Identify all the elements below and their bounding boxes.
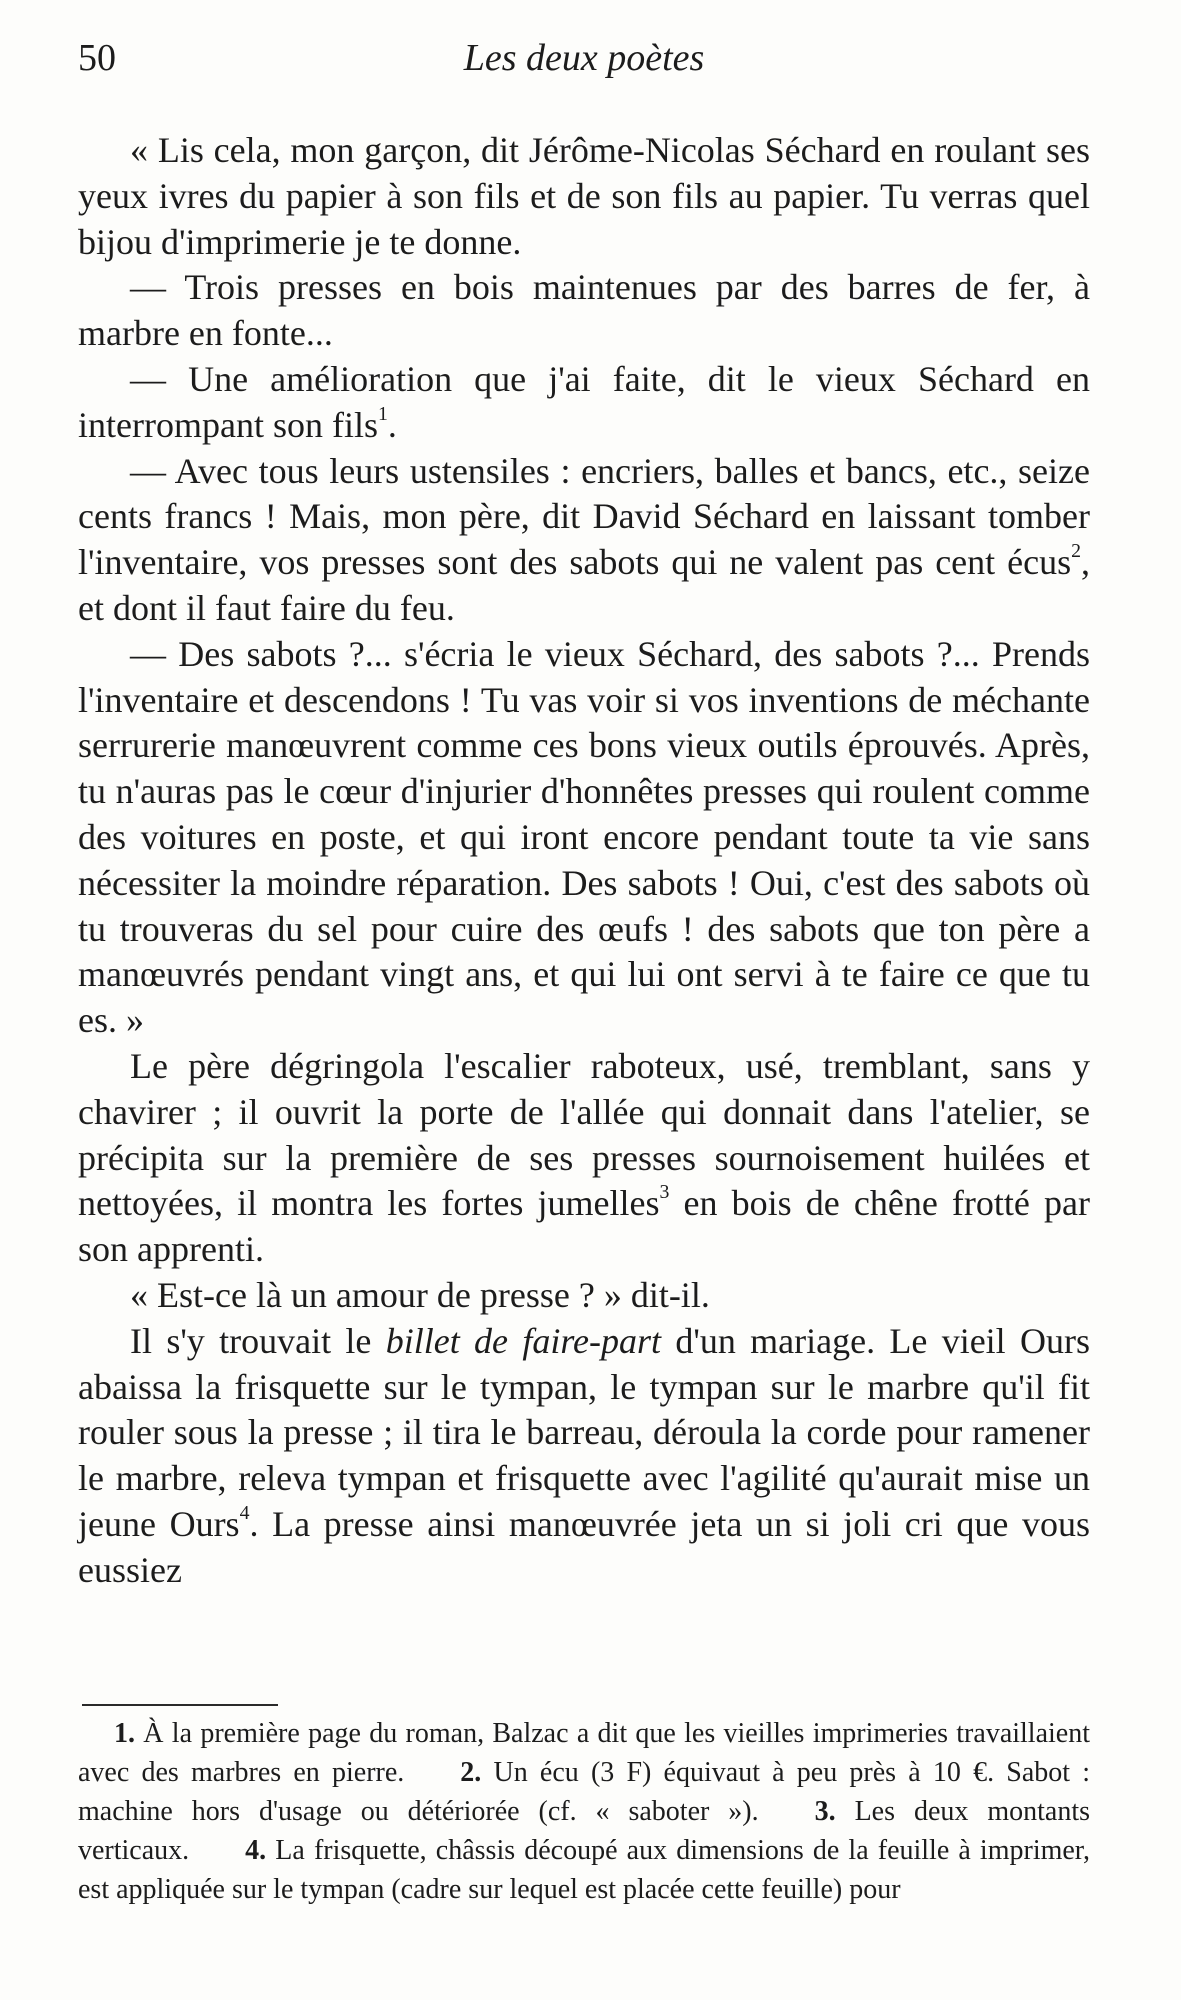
text-run: Le père dégringola l'escalier raboteux, usé, tremblant, sans y chavirer ; il ouvrit la porte de l'allée qui donnait dans l'atelier, se précipita sur la première de ses presses sournoisement huilées et nettoyées, il montra les fortes jumelles — [78, 1045, 1090, 1224]
footnote-number: 2. — [460, 1757, 482, 1788]
paragraph — [78, 1044, 1090, 1273]
text-run: Il s'y trouvait le — [130, 1320, 386, 1361]
text-run: « Lis cela, mon garçon, dit Jérôme-Nicolas Séchard en roulant ses yeux ivres du papier à son fils et de son fils au papier. Tu verras quel bijou d'imprimerie je te donne. — [78, 130, 1090, 262]
footnote-ref: 3 — [659, 1181, 670, 1204]
paragraph — [78, 449, 1090, 632]
paragraph — [78, 1319, 1090, 1594]
paragraph — [78, 357, 1090, 449]
footnote-text: Un écu (3 F) équivaut à peu près à 10 €. Sabot : machine hors d'usage ou détériorée (cf. « saboter »). — [78, 1757, 1091, 1827]
body-text — [78, 128, 1090, 1594]
footnote-ref: 1 — [377, 402, 388, 425]
footnote-number: 1. — [114, 1718, 135, 1749]
footnote-text: Les deux montants verticaux. — [78, 1796, 1090, 1866]
footnote-text: À la première page du roman, Balzac a dit que les vieilles imprimeries travaillaient avec des marbres en pierre. — [78, 1718, 1090, 1788]
footnote — [78, 1835, 1090, 1905]
footnote-separator — [82, 1704, 278, 1706]
text-run: — Avec tous leurs ustensiles : encriers, balles et bancs, etc., seize cents francs ! Mais, mon père, dit David Séchard en laissant tomber l'inventaire, vos presses sont des sabots qui ne valent pas cent écus — [78, 450, 1090, 583]
text-run: — Des sabots ?... s'écria le vieux Séchard, des sabots ?... Prends l'inventaire et descendons ! Tu vas voir si vos inventions de méchante serrurerie manœuvrent comme ces bons vieux outils éprouvés. Après, tu n'auras pas le cœur d'injurier d'honnêtes presses qui roulent comme des voitures en poste, et qui iront encore pendant toute ta vie sans nécessiter la moindre réparation. Des sabots ! Oui, c'est des sabots où tu trouveras du sel pour cuire des œufs ! des sabots que ton père a manœuvrés pendant vingt ans, et qui lui ont servi à te faire ce que tu es. » — [78, 633, 1090, 1041]
text-run: . La presse ainsi manœuvrée jeta un si joli cri que vous eussiez — [78, 1503, 1090, 1590]
running-title: Les deux poètes — [463, 37, 705, 79]
footnotes — [78, 1714, 1090, 1909]
running-header — [78, 36, 1090, 92]
footnote-ref: 2 — [1071, 540, 1081, 563]
paragraph — [78, 1273, 1090, 1319]
footnote-ref: 4 — [239, 1502, 250, 1525]
paragraph — [78, 632, 1090, 1044]
italic-text: billet de faire-part — [385, 1320, 662, 1361]
text-run: — Une amélioration que j'ai faite, dit le vieux Séchard en interrompant son fils — [78, 358, 1090, 445]
footnote-number: 4. — [245, 1835, 267, 1866]
text-run: « Est-ce là un amour de presse ? » dit-il. — [130, 1274, 710, 1315]
footnote-text: La frisquette, châssis découpé aux dimensions de la feuille à imprimer, est appliquée sur le tympan (cadre sur lequel est placée cette feuille) pour — [78, 1835, 1091, 1905]
text-run: , et dont il faut faire du feu. — [78, 542, 1090, 628]
text-run: — Trois presses en bois maintenues par des barres de fer, à marbre en fonte... — [78, 267, 1090, 354]
text-run: en bois de chêne frotté par son apprenti. — [78, 1183, 1090, 1270]
footnote-number: 3. — [814, 1796, 836, 1827]
text-run: d'un mariage. Le vieil Ours abaissa la frisquette sur le tympan, le tympan sur le marbre qu'il fit rouler sous la presse ; il tira le barreau, déroula la corde pour ramener le marbre, releva tympan et frisquette avec l'agilité qu'aurait mise un jeune Ours — [78, 1320, 1090, 1544]
text-run: . — [387, 404, 397, 445]
paragraph — [78, 128, 1090, 265]
paragraph — [78, 265, 1090, 357]
page-number: 50 — [78, 37, 116, 79]
